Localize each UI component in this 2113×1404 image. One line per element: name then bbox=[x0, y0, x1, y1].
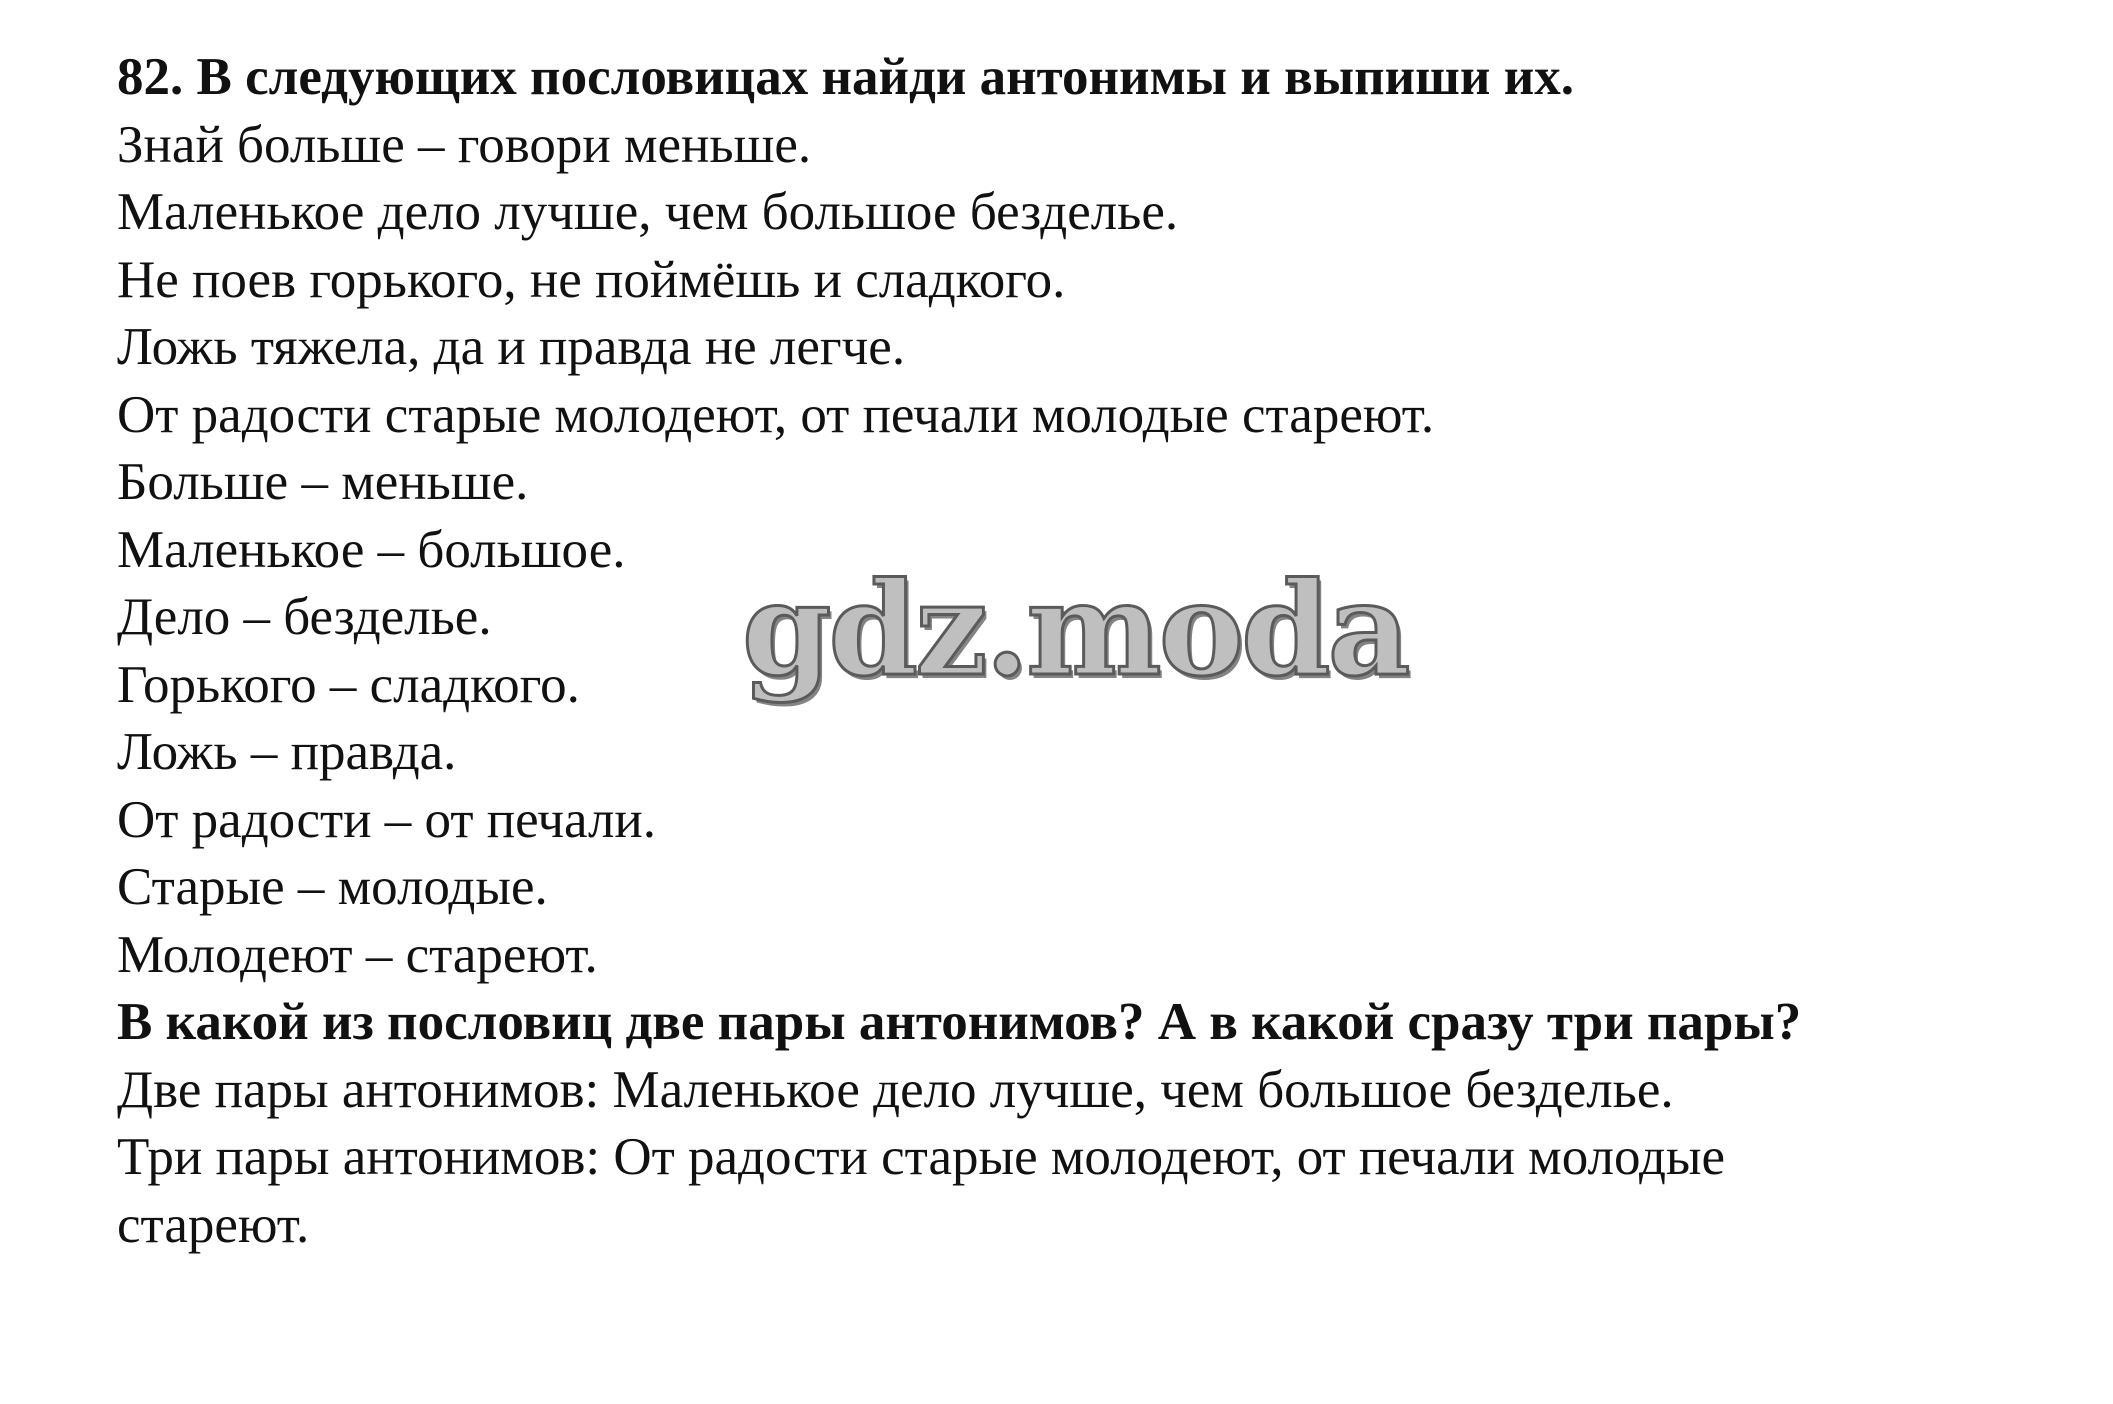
watermark-logo: gdz.moda bbox=[742, 555, 1408, 705]
antonym-pair: Маленькое – большое. bbox=[117, 520, 626, 579]
answer-line: Три пары антонимов: От радости старые молодеют, от печали молодые bbox=[117, 1128, 1726, 1186]
proverb-line: Ложь тяжела, да и правда не легче. bbox=[117, 318, 906, 376]
answer-line: Две пары антонимов: Маленькое дело лучше, чем большое безделье. bbox=[117, 1060, 1674, 1119]
antonym-pair: Больше – меньше. bbox=[117, 453, 529, 511]
proverb-line: Знай больше – говори меньше. bbox=[117, 115, 812, 174]
antonym-pair: От радости – от печали. bbox=[117, 790, 657, 849]
antonym-pair: Горького – сладкого. bbox=[117, 655, 580, 714]
answers-block bbox=[117, 1057, 2077, 1260]
task-heading: 82. В следующих пословицах найди антонимы и выпиши их. bbox=[117, 48, 1574, 106]
antonym-pair: Ложь – правда. bbox=[117, 723, 457, 781]
antonym-pair: Дело – безделье. bbox=[117, 588, 492, 646]
antonym-pair: Старые – молодые. bbox=[117, 858, 548, 916]
proverb-line: Маленькое дело лучше, чем большое безделье. bbox=[117, 183, 1179, 241]
answer-line: стареют. bbox=[117, 1195, 310, 1254]
question-heading: В какой из пословиц две пары антонимов? А в какой сразу три пары? bbox=[117, 993, 1802, 1051]
proverb-line: От радости старые молодеют, от печали молодые стареют. bbox=[117, 385, 1435, 444]
antonym-pair: Молодеют – стареют. bbox=[117, 925, 598, 984]
proverbs-list bbox=[117, 112, 2077, 450]
antonym-pairs-list bbox=[117, 449, 2077, 989]
proverb-line: Не поев горького, не поймёшь и сладкого. bbox=[117, 250, 1066, 309]
